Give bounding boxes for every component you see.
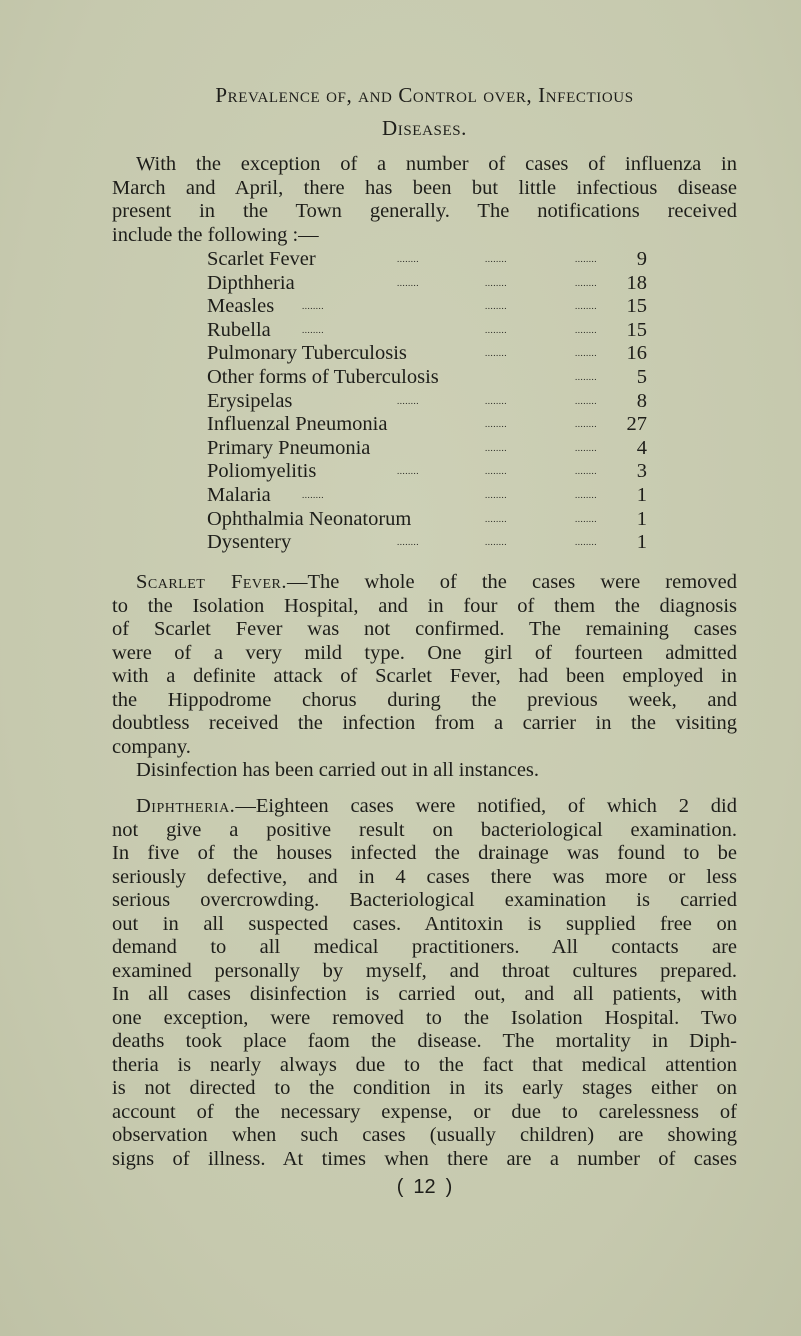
dot-leader: ........: [575, 442, 597, 453]
case-count: 1: [636, 531, 647, 554]
text-line: serious overcrowding. Bacteriological examination is carried: [112, 889, 737, 911]
page-number: ( 12 ): [396, 1176, 453, 1198]
text-line: observation when such cases (usually children) are showing: [112, 1124, 737, 1146]
text-line: account of the necessary expense, or due to carelessness of: [112, 1100, 737, 1123]
dot-leader: ........: [485, 419, 507, 430]
dot-leader: ........: [485, 301, 507, 312]
dot-leader: ........: [397, 537, 419, 548]
dot-leader: ........: [575, 254, 597, 264]
disease-name: Primary Pneumonia: [207, 436, 371, 459]
text-line: March and April, there has been but little infectious disease: [112, 176, 737, 199]
text-line: [112, 795, 737, 819]
disease-name: Poliomyelitis: [207, 460, 317, 483]
table-row: [207, 319, 647, 343]
dot-leader: ........: [485, 324, 507, 335]
dot-leader: ........: [485, 466, 507, 477]
disease-name: Rubella: [207, 318, 271, 341]
text-line: present in the Town generally. The notifications received: [112, 200, 737, 222]
dot-leader: ........: [397, 254, 419, 264]
table-row: [207, 390, 647, 414]
table-row: [207, 460, 647, 484]
disease-name: Other forms of Tuberculosis: [207, 365, 439, 388]
dot-leader: ........: [302, 324, 324, 335]
section-heading: Diphtheria.: [136, 795, 236, 817]
disease-name: Dysentery: [207, 531, 292, 554]
disease-name: Scarlet Fever: [207, 248, 316, 270]
disease-name: Malaria: [207, 483, 271, 506]
dot-leader: ........: [397, 395, 419, 406]
text-line: one exception, were removed to the Isolation Hospital. Two: [112, 1006, 737, 1029]
table-row: [207, 272, 647, 296]
table-row: [207, 366, 647, 390]
disease-name: Pulmonary Tuberculosis: [207, 342, 407, 365]
dot-leader: ........: [575, 277, 597, 288]
dot-leader: ........: [485, 277, 507, 288]
dot-leader: ........: [485, 348, 507, 359]
dot-leader: ........: [397, 466, 419, 477]
text-line: with a definite attack of Scarlet Fever, had been employed in: [112, 665, 737, 687]
table-row: [207, 484, 647, 508]
text-line: seriously defective, and in 4 cases there was more or less: [112, 865, 737, 888]
dot-leader: ........: [485, 513, 507, 524]
disease-name: Ophthalmia Neonatorum: [207, 507, 412, 530]
page-title: Prevalence of, and Control over, Infectious: [215, 83, 634, 107]
text-line: [112, 571, 737, 595]
table-row: [207, 342, 647, 366]
text-line: theria is nearly always due to the fact that medical attention: [112, 1053, 737, 1076]
text-line: In all cases disinfection is carried out, and all patients, with: [112, 983, 737, 1005]
dot-leader: ........: [485, 442, 507, 453]
text-line: examined personally by myself, and throat cultures prepared.: [112, 959, 737, 982]
text-line: Disinfection has been carried out in all instances.: [136, 759, 540, 781]
table-row: [207, 413, 647, 437]
text-line: out in all suspected cases. Antitoxin is supplied free on: [112, 912, 737, 935]
table-row: [207, 295, 647, 319]
case-count: 8: [636, 389, 647, 412]
text-line: were of a very mild type. One girl of fourteen admitted: [112, 641, 737, 664]
dot-leader: ........: [485, 489, 507, 500]
notifications-table: [207, 248, 647, 555]
dot-leader: ........: [575, 348, 597, 359]
text-line: to the Isolation Hospital, and in four of them the diagnosis: [112, 594, 737, 617]
intro-paragraph: [112, 153, 737, 247]
text-line: is not directed to the condition in its early stages either on: [112, 1077, 737, 1099]
scarlet-fever-paragraph: [112, 571, 737, 783]
case-count: 4: [636, 436, 647, 459]
dot-leader: ........: [575, 324, 597, 335]
dot-leader: ........: [397, 277, 419, 288]
dot-leader: ........: [575, 513, 597, 524]
text-line: include the following :—: [112, 223, 319, 246]
table-row: [207, 508, 647, 532]
text-line: not give a positive result on bacteriological examination.: [112, 818, 737, 841]
dot-leader: ........: [485, 395, 507, 406]
disease-name: Erysipelas: [207, 389, 293, 412]
disease-name: Influenzal Pneumonia: [207, 413, 388, 436]
dot-leader: ........: [485, 537, 507, 548]
table-row: [207, 248, 647, 272]
disease-name: Measles: [207, 295, 275, 318]
text-span: —Eighteen cases were notified, of which 2 did: [235, 795, 737, 817]
text-span: —The whole of the cases were removed: [287, 571, 737, 593]
text-line: In five of the houses infected the drainage was found to be: [112, 842, 737, 864]
table-row: [207, 437, 647, 461]
diphtheria-paragraph: [112, 795, 737, 1171]
case-count: 15: [626, 318, 647, 341]
case-count: 5: [636, 365, 647, 388]
text-line: demand to all medical practitioners. All contacts are: [112, 936, 737, 958]
dot-leader: ........: [575, 466, 597, 477]
text-line: of Scarlet Fever was not confirmed. The remaining cases: [112, 618, 737, 640]
disease-name: Dipthheria: [207, 271, 295, 294]
text-line: company.: [112, 735, 191, 758]
case-count: 9: [636, 248, 647, 270]
case-count: 1: [636, 483, 647, 506]
case-count: 27: [626, 413, 647, 436]
case-count: 16: [626, 342, 647, 365]
section-heading: Scarlet Fever.: [136, 571, 288, 593]
dot-leader: ........: [575, 489, 597, 500]
text-line: the Hippodrome chorus during the previous week, and: [112, 688, 737, 711]
dot-leader: ........: [575, 537, 597, 548]
dot-leader: ........: [302, 489, 324, 500]
dot-leader: ........: [575, 395, 597, 406]
dot-leader: ........: [575, 371, 597, 382]
case-count: 3: [636, 460, 647, 483]
dot-leader: ........: [575, 419, 597, 430]
page-number-value: 12: [413, 1176, 436, 1198]
table-row: [207, 531, 647, 555]
text-line: doubtless received the infection from a carrier in the visiting: [112, 712, 737, 734]
text-line: With the exception of a number of cases of influenza in: [136, 153, 737, 175]
dot-leader: ........: [302, 301, 324, 312]
dot-leader: ........: [575, 301, 597, 312]
page-title-continued: Diseases.: [382, 116, 467, 140]
case-count: 15: [626, 295, 647, 318]
text-line: signs of illness. At times when there are a number of cases: [112, 1147, 737, 1170]
case-count: 18: [626, 271, 647, 294]
text-line: deaths took place faom the disease. The mortality in Diph-: [112, 1030, 737, 1052]
dot-leader: ........: [485, 254, 507, 264]
case-count: 1: [636, 507, 647, 530]
